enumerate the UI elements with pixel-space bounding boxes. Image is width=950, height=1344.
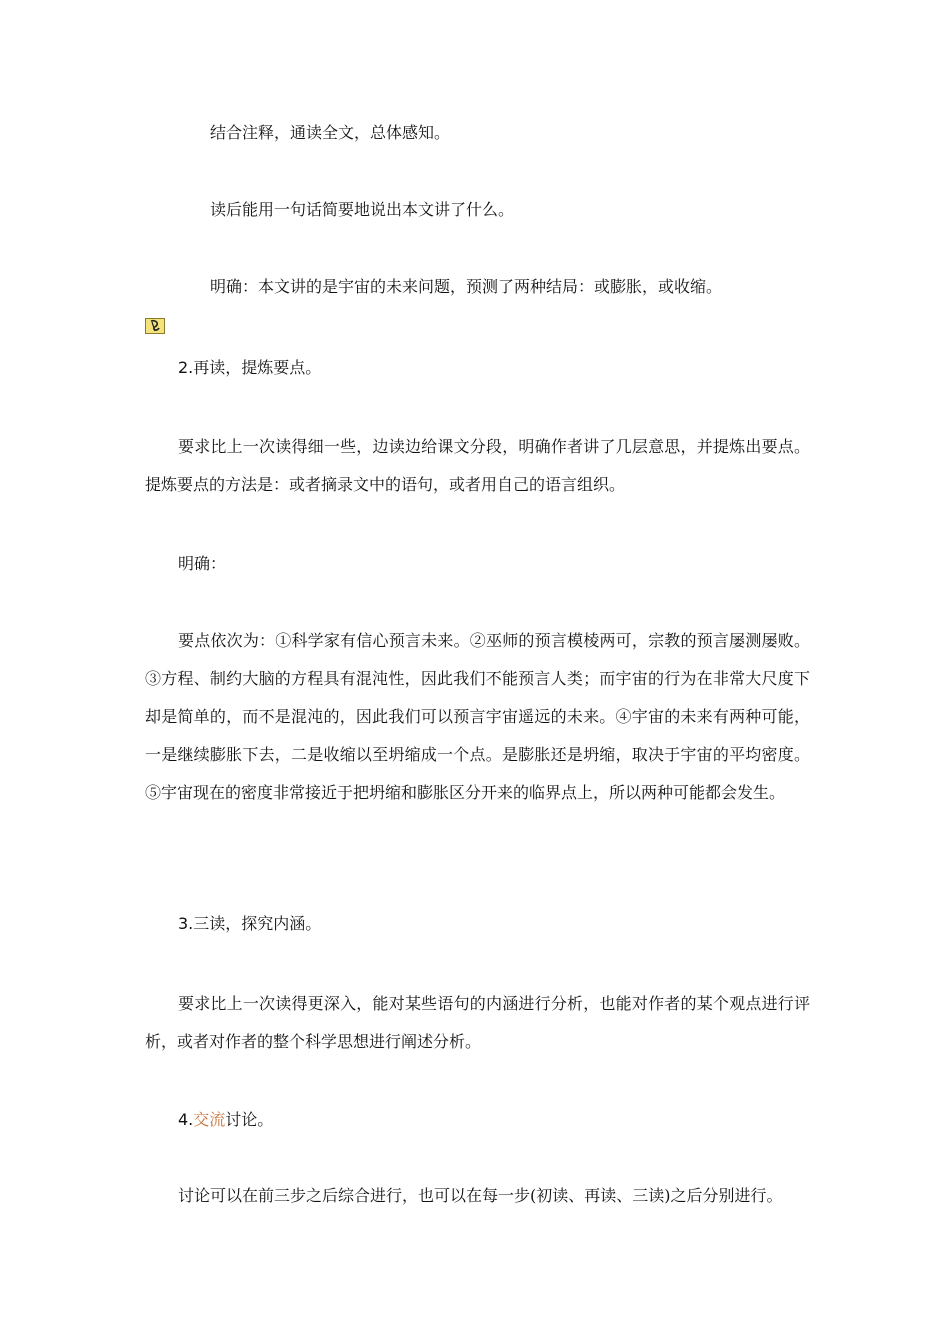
step-heading-3: [178, 913, 321, 935]
paragraph-discussion: 讨论可以在前三步之后综合进行，也可以在每一步(初读、再读、三读)之后分别进行。: [178, 1186, 783, 1205]
instruction-line-1: 结合注释，通读全文，总体感知。: [210, 123, 451, 142]
edit-note-icon[interactable]: [145, 318, 165, 334]
instruction-line-2: 读后能用一句话简要地说出本文讲了什么。: [210, 200, 515, 219]
step-title: 再读，提炼要点。: [193, 358, 322, 377]
step-number: 2.: [178, 358, 194, 377]
step-heading-2: [178, 357, 321, 379]
step-number: 4.: [178, 1110, 194, 1129]
clarification-line: 明确：本文讲的是宇宙的未来问题，预测了两种结局：或膨胀，或收缩。: [210, 277, 723, 296]
step-title: 讨论。: [225, 1110, 274, 1129]
paragraph-key-points: 要点依次为：①科学家有信心预言未来。②巫师的预言模棱两可，宗教的预言屡测屡败。③方程、制约大脑的方程具有混沌性，因此我们不能预言人类；而宇宙的行为在非常大尺度下却是简单的，而不是混沌的，因此我们可以预言宇宙遥远的未来。④宇宙的未来有两种可能，一是继续膨胀下去，二是收缩以至坍缩成一个点。是膨胀还是坍缩，取决于宇宙的平均密度。⑤宇宙现在的密度非常接近于把坍缩和膨胀区分开来的临界点上，所以两种可能都会发生。: [145, 631, 810, 802]
step-heading-4: [178, 1109, 273, 1131]
paragraph-requirement-2: 要求比上一次读得细一些，边读边给课文分段，明确作者讲了几层意思，并提炼出要点。提炼要点的方法是：或者摘录文中的语句，或者用自己的语言组织。: [145, 437, 810, 494]
clarification-label: 明确：: [178, 554, 227, 573]
highlighted-word: 交流: [193, 1110, 226, 1129]
step-number: 3.: [178, 914, 194, 933]
step-title: 三读，探究内涵。: [193, 914, 322, 933]
paragraph-requirement-3: 要求比上一次读得更深入，能对某些语句的内涵进行分析，也能对作者的某个观点进行评析，或者对作者的整个科学思想进行阐述分析。: [145, 994, 810, 1051]
